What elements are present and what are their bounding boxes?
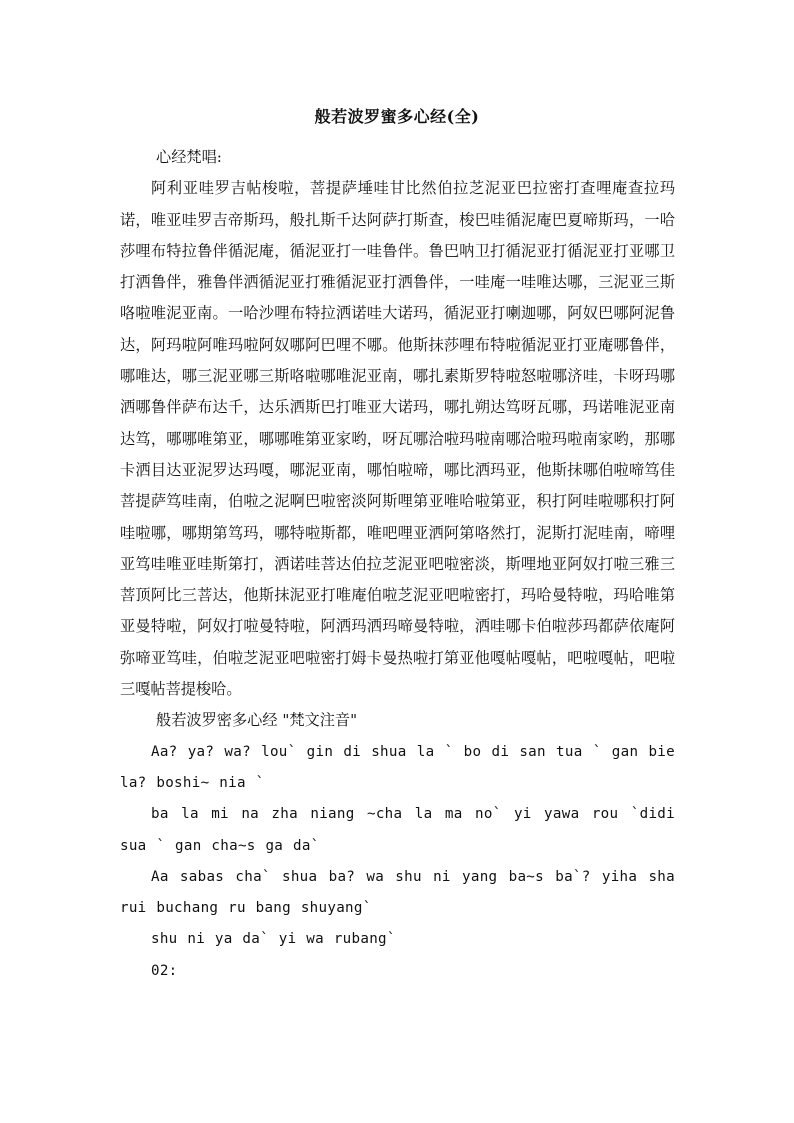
paragraph-romanized-1: Aa? ya? wa? lou` gin di shua la ` bo di san tua ` gan bie la? boshi~ nia ` bbox=[120, 743, 675, 791]
document-title: 般若波罗蜜多心经(全) bbox=[314, 107, 480, 126]
paragraph-romanized-4: shu ni ya da` yi wa rubang` bbox=[151, 931, 396, 948]
section-heading-sanskrit: 般若波罗密多心经 "梵文注音" bbox=[156, 711, 358, 730]
section-heading-chant: 心经梵唱: bbox=[156, 148, 222, 166]
paragraph-section-number: 02: bbox=[151, 962, 178, 979]
document-body bbox=[120, 142, 675, 987]
paragraph-chant-text: 阿利亚哇罗吉帖梭啦，菩提萨埵哇甘比然伯拉芝泥亚巴拉密打查哩庵查拉玛诺，唯亚哇罗吉帝斯玛，般扎斯千达阿萨打斯查，梭巴哇循泥庵巴夏啼斯玛，一哈莎哩布特拉鲁伴循泥庵，循泥亚打一哇鲁伴。鲁巴呐卫打循泥亚打循泥亚打亚哪卫打洒鲁伴，雅鲁伴洒循泥亚打雅循泥亚打洒鲁伴，一哇庵一哇唯达哪，三泥亚三斯咯啦唯泥亚南。一哈沙哩布特拉洒诺哇大诺玛，循泥亚打喇迦哪，阿奴巴哪阿泥鲁达，阿玛啦阿唯玛啦阿奴哪阿巴哩不哪。他斯抹莎哩布特啦循泥亚打亚庵哪鲁伴，哪唯达，哪三泥亚哪三斯咯啦哪唯泥亚南，哪扎素斯罗特啦怒啦哪济哇，卡呀玛哪洒哪鲁伴萨布达千，达乐洒斯巴打唯亚大诺玛，哪扎朔达笃呀瓦哪，玛诺唯泥亚南达笃，哪哪唯第亚，哪哪唯第亚家哟，呀瓦哪洽啦玛啦南哪洽啦玛啦南家哟，那哪卡洒目达亚泥罗达玛嘎，哪泥亚南，哪怕啦啼，哪比洒玛亚，他斯抹哪伯啦啼笃佳菩提萨笃哇南，伯啦之泥啊巴啦密淡阿斯哩第亚唯哈啦第亚，积打阿哇啦哪积打阿哇啦哪，哪期第笃玛，哪特啦斯都，唯吧哩亚洒阿第咯然打，泥斯打泥哇南，啼哩亚笃哇唯亚哇斯第打，洒诺哇菩达伯拉芝泥亚吧啦密淡，斯哩地亚阿奴打啦三雅三菩顶阿比三菩达，他斯抹泥亚打唯庵伯啦芝泥亚吧啦密打，玛哈曼特啦，玛哈唯第亚曼特啦，阿奴打啦曼特啦，阿洒玛洒玛啼曼特啦，洒哇哪卡伯啦莎玛都萨依庵阿弥啼亚笃哇，伯啦芝泥亚吧啦密打姆卡曼热啦打第亚他嘎帖嘎帖，吧啦嘎帖，吧啦三嘎帖菩提梭哈。 bbox=[120, 179, 675, 699]
paragraph-romanized-3: Aa sabas cha` shua ba? wa shu ni yang ba~s ba`? yiha sha rui buchang ru bang shuyang` bbox=[120, 868, 675, 917]
paragraph-romanized-2: ba la mi na zha niang ~cha la ma no` yi yawa rou `didi sua ` gan cha~s ga da` bbox=[120, 806, 675, 854]
